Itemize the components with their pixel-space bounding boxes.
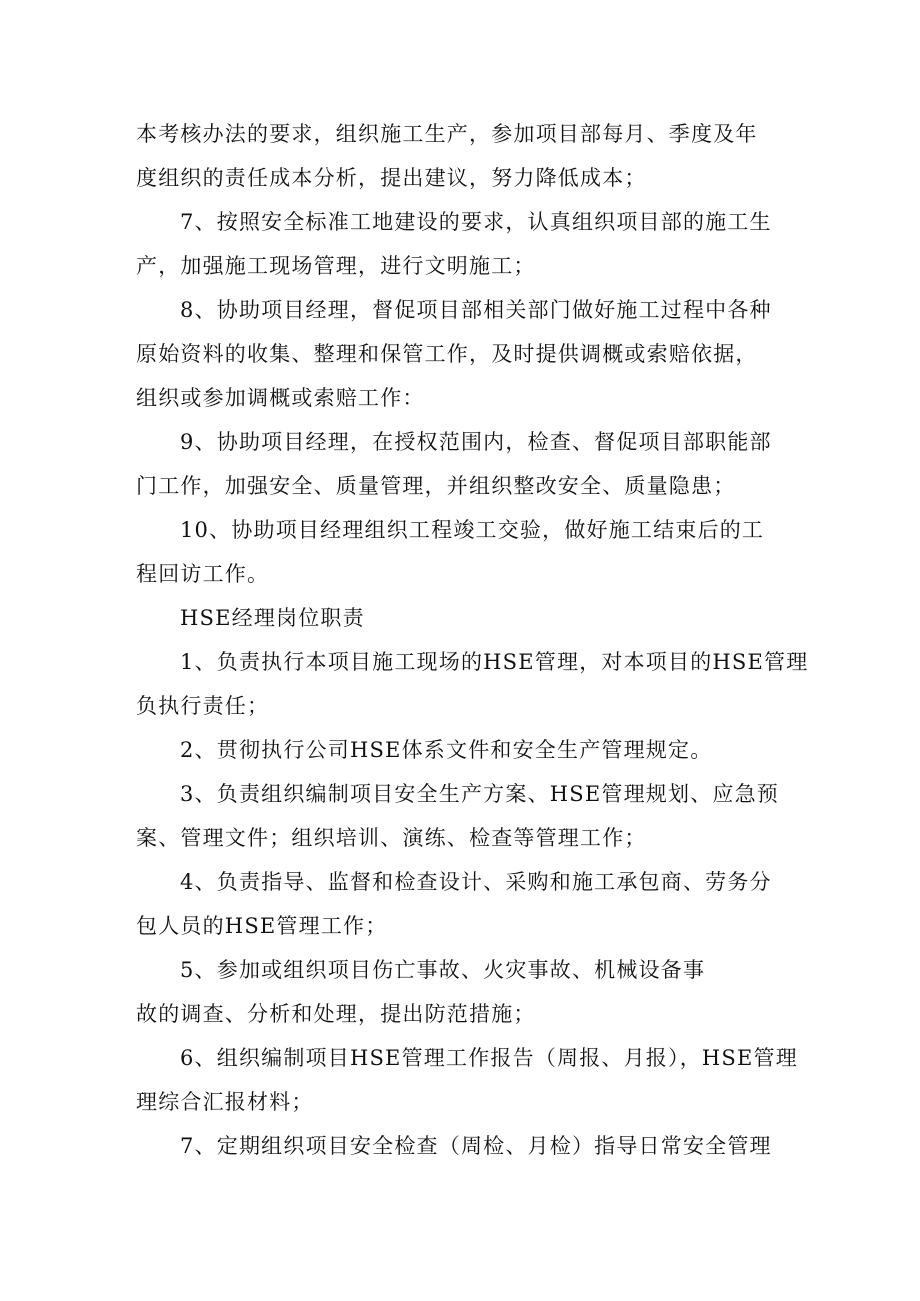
- section-heading: HSE经理岗位职责: [180, 606, 365, 630]
- text-line: 本考核办法的要求，组织施工生产，参加项目部每月、季度及年: [136, 122, 758, 146]
- text-line: 度组织的责任成本分析，提出建议，努力降低成本；: [136, 166, 647, 190]
- text-line: 理综合汇报材料；: [136, 1090, 314, 1114]
- text-line: 7、按照安全标准工地建设的要求，认真组织项目部的施工生: [180, 210, 772, 234]
- text-line: 4、负责指导、监督和检查设计、采购和施工承包商、劳务分: [180, 870, 772, 894]
- text-line: 2、贯彻执行公司HSE体系文件和安全生产管理规定。: [180, 738, 713, 762]
- text-line: 产，加强施工现场管理，进行文明施工；: [136, 254, 536, 278]
- text-line: 5、参加或组织项目伤亡事故、火灾事故、机械设备事: [180, 958, 706, 982]
- text-line: 负执行责任；: [136, 694, 270, 718]
- text-line: 10、协助项目经理组织工程竣工交验，做好施工结束后的工: [180, 518, 765, 542]
- text-line: 案、管理文件；组织培训、演练、检查等管理工作；: [136, 826, 647, 850]
- text-line: 8、协助项目经理，督促项目部相关部门做好施工过程中各种: [180, 298, 772, 322]
- text-line: 1、负责执行本项目施工现场的HSE管理，对本项目的HSE管理: [180, 650, 809, 674]
- text-line: 6、组织编制项目HSE管理工作报告（周报、月报），HSE管理: [180, 1046, 798, 1070]
- text-line: 门工作，加强安全、质量管理，并组织整改安全、质量隐患；: [136, 474, 736, 498]
- text-line: 故的调查、分析和处理，提出防范措施；: [136, 1002, 536, 1026]
- text-line: 3、负责组织编制项目安全生产方案、HSE管理规划、应急预: [180, 782, 779, 806]
- text-line: 原始资料的收集、整理和保管工作，及时提供调概或索赔依据，: [136, 342, 758, 366]
- text-line: 7、定期组织项目安全检查（周检、月检）指导日常安全管理: [180, 1134, 772, 1158]
- text-line: 9、协助项目经理，在授权范围内，检查、督促项目部职能部: [180, 430, 772, 454]
- text-line: 包人员的HSE管理工作；: [136, 914, 388, 938]
- text-line: 组织或参加调概或索赔工作：: [136, 386, 425, 410]
- text-line: 程回访工作。: [136, 562, 270, 586]
